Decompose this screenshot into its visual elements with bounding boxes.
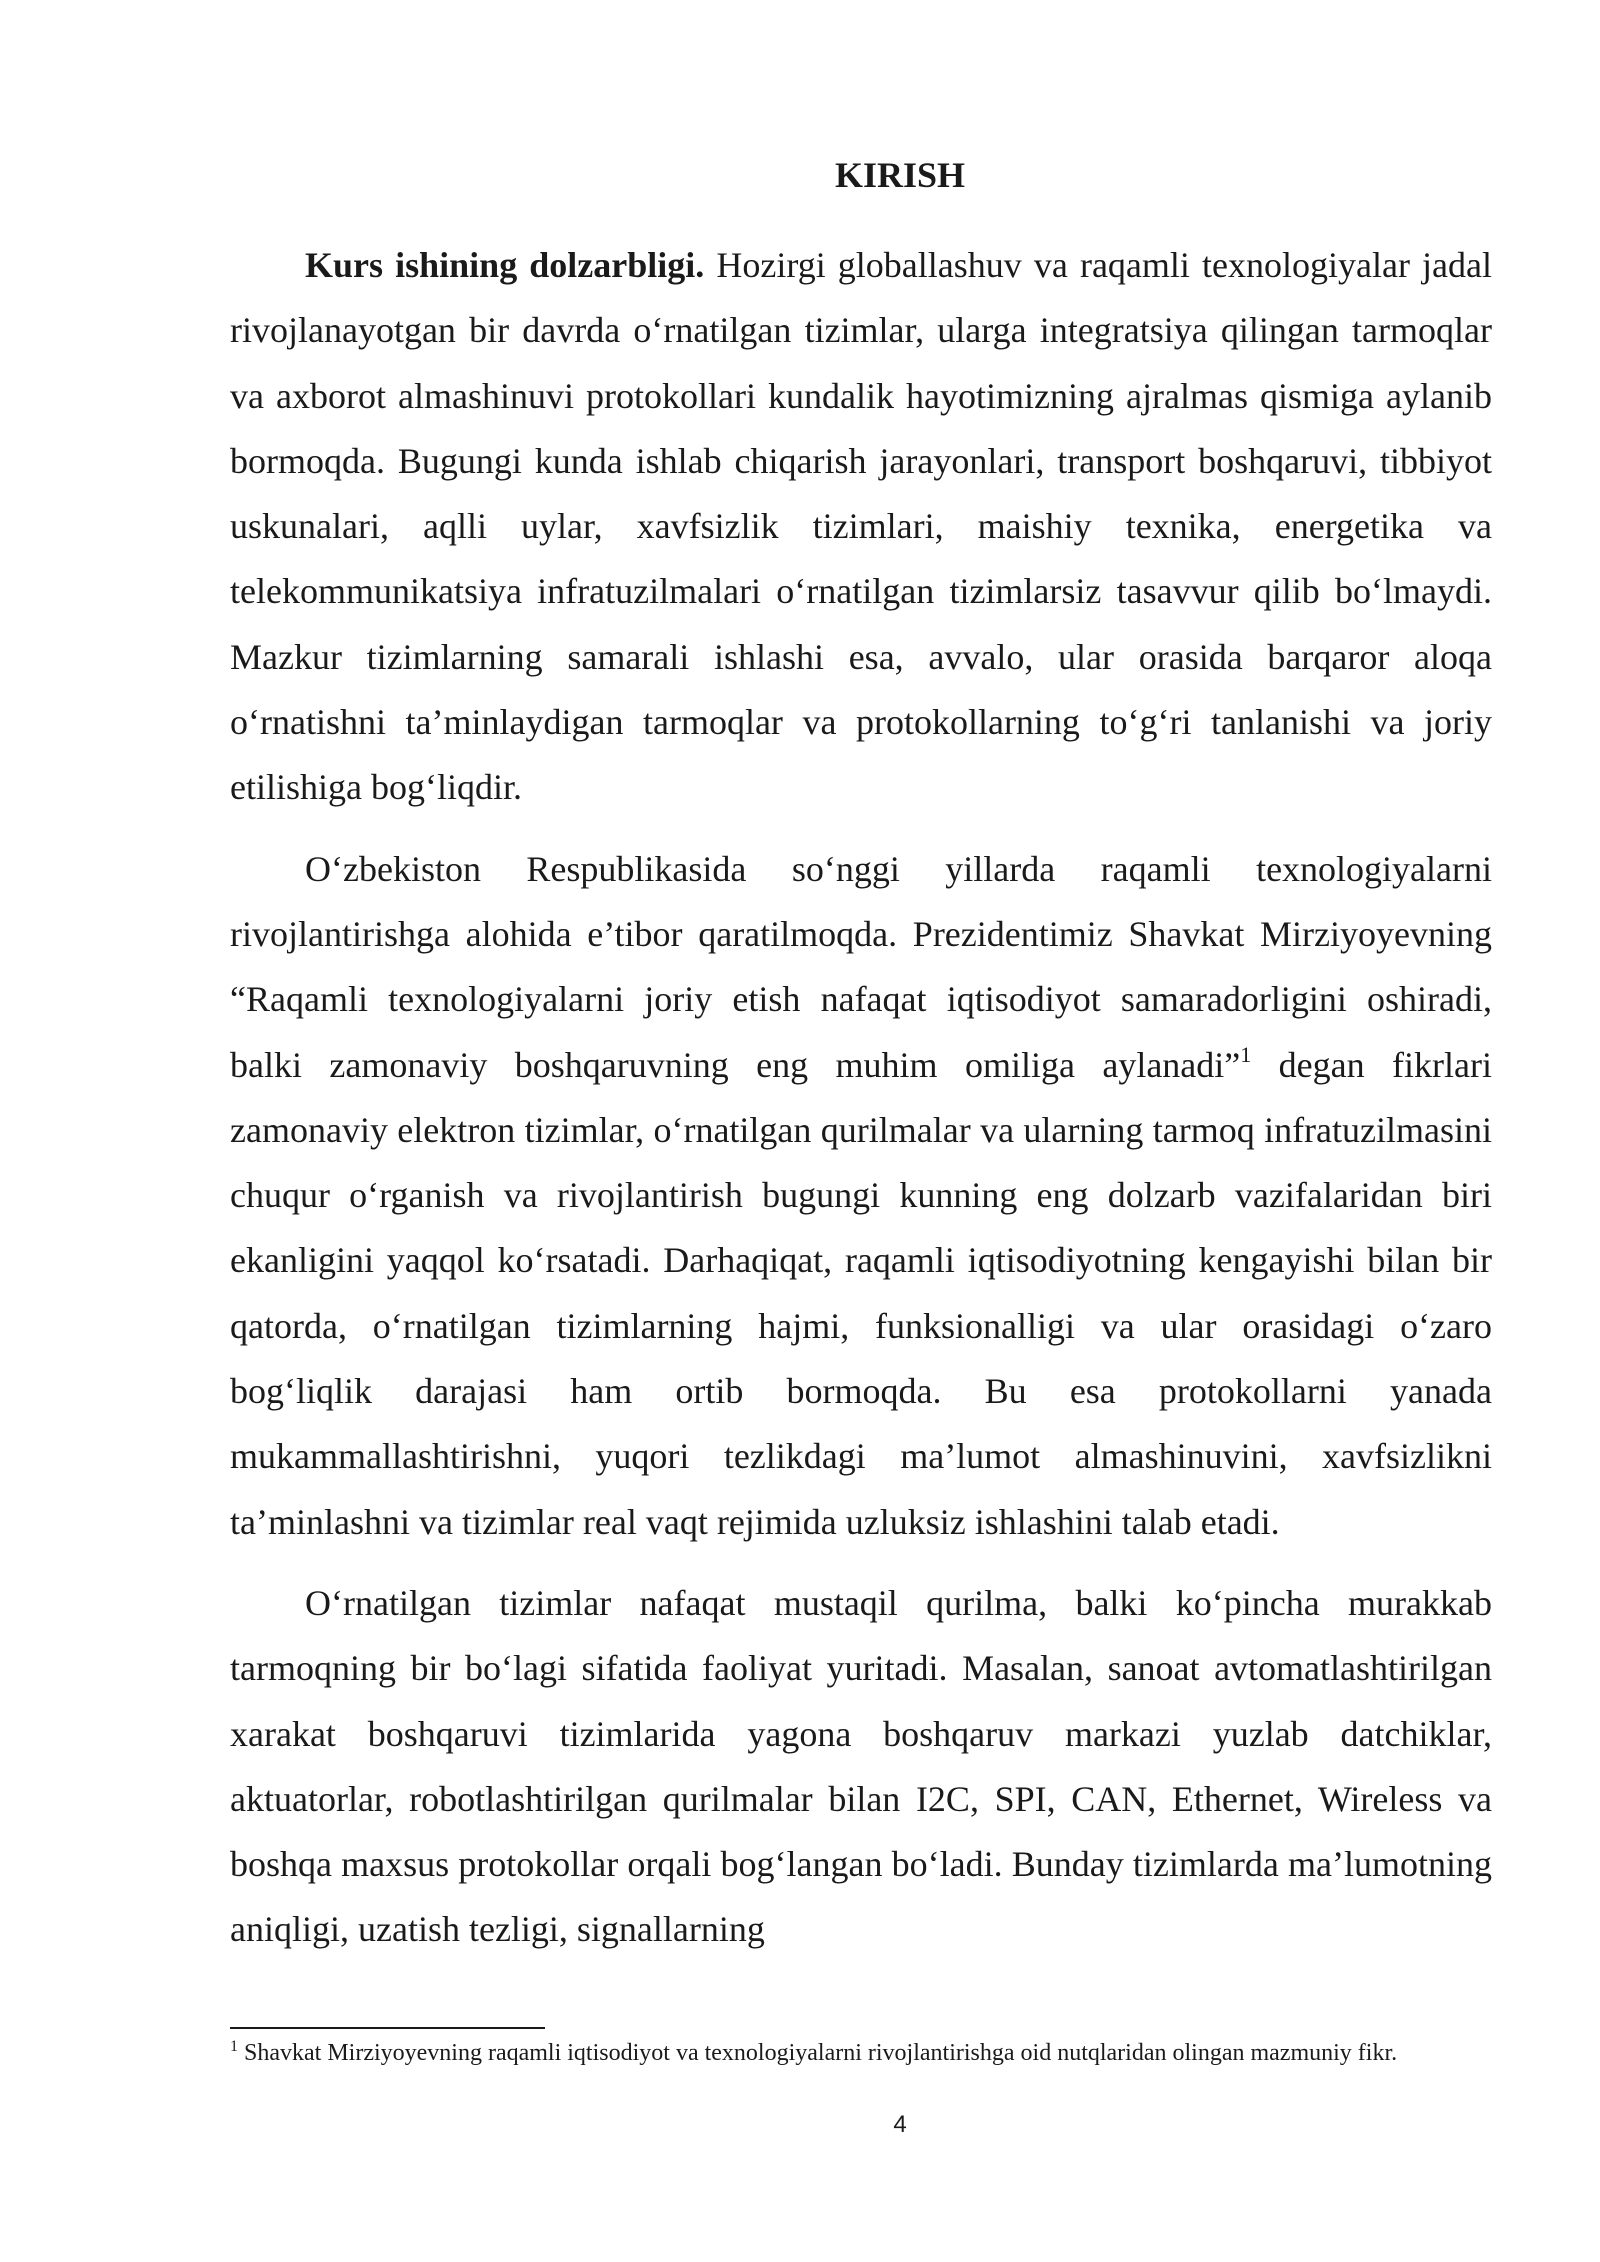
paragraph-relevance [230, 233, 1492, 821]
footnote-reference[interactable]: 1 [1240, 1041, 1252, 1067]
paragraph-embedded-systems [230, 1571, 1492, 1963]
page-number: 4 [893, 2111, 907, 2138]
paragraph-uzbekistan [230, 837, 1492, 1555]
paragraph-text-before-ref: O‘zbekiston Respublikasida so‘nggi yillarda raqamli texnologiyalarni rivojlantirishga alohida e’tibor qaratilmoqda. Prezidentimiz Shavkat Mirziyoyevning “Raqamli texnologiyalarni joriy etish nafaqat iqtisodiyot samaradorligini oshiradi, balki zamonaviy boshqaruvning eng muhim omiliga aylanadi” [230, 848, 1492, 1085]
paragraph-text-after-ref: degan fikrlari zamonaviy elektron tizimlar, o‘rnatilgan qurilmalar va ularning tarmoq infratuzilmasini chuqur o‘rganish va rivojlantirish bugungi kunning eng dolzarb vazifalaridan biri ekanligini yaqqol ko‘rsatadi. Darhaqiqat, raqamli iqtisodiyotning kengayishi bilan bir qatorda, o‘rnatilgan tizimlarning hajmi, funksionalligi va ular orasidagi o‘zaro bog‘liqlik darajasi ham ortib bormoqda. Bu esa protokollarni yanada mukammallashtirishni, yuqori tezlikdagi ma’lumot almashinuvini, xavfsizlikni ta’minlashni va tizimlar real vaqt rejimida uzluksiz ishlashini talab etadi. [230, 1044, 1492, 1542]
paragraph-text: Hozirgi globallashuv va raqamli texnologiyalar jadal rivojlanayotgan bir davrda o‘rnatilgan tizimlar, ularga integratsiya qilingan tarmoqlar va axborot almashinuvi protokollari kundalik hayotimizning ajralmas qismiga aylanib bormoqda. Bugungi kunda ishlab chiqarish jarayonlari, transport boshqaruvi, tibbiyot uskunalari, aqlli uylar, xavfsizlik tizimlari, maishiy texnika, energetika va telekommunikatsiya infratuzilmalari o‘rnatilgan tizimlarsiz tasavvur qilib bo‘lmaydi. Mazkur tizimlarning samarali ishlashi esa, avvalo, ular orasida barqaror aloqa o‘rnatishni ta’minlaydigan tarmoqlar va protokollarning to‘g‘ri tanlanishi va joriy etilishiga bog‘liqdir. [230, 245, 1492, 808]
footnote-number: 1 [230, 2038, 238, 2055]
footnote [230, 2037, 1492, 2070]
section-heading: KIRISH [834, 155, 966, 195]
footnote-separator [230, 2027, 545, 2029]
paragraph-text: O‘rnatilgan tizimlar nafaqat mustaqil qurilma, balki ko‘pincha murakkab tarmoqning bir bo‘lagi sifatida faoliyat yuritadi. Masalan, sanoat avtomatlashtirilgan xarakat boshqaruvi tizimlarida yagona boshqaruv markazi yuzlab datchiklar, aktuatorlar, robotlashtirilgan qurilmalar bilan I2C, SPI, CAN, Ethernet, Wireless va boshqa maxsus protokollar orqali bog‘langan bo‘ladi. Bunday tizimlarda ma’lumotning aniqligi, uzatish tezligi, signallarning [230, 1582, 1492, 1950]
body-text [230, 233, 1492, 1979]
footnote-text: Shavkat Mirziyoyevning raqamli iqtisodiyot va texnologiyalarni rivojlantirishga oid nutqlaridan olingan mazmuniy fikr. [238, 2040, 1398, 2066]
paragraph-lead: Kurs ishining dolzarbligi. [305, 245, 705, 285]
